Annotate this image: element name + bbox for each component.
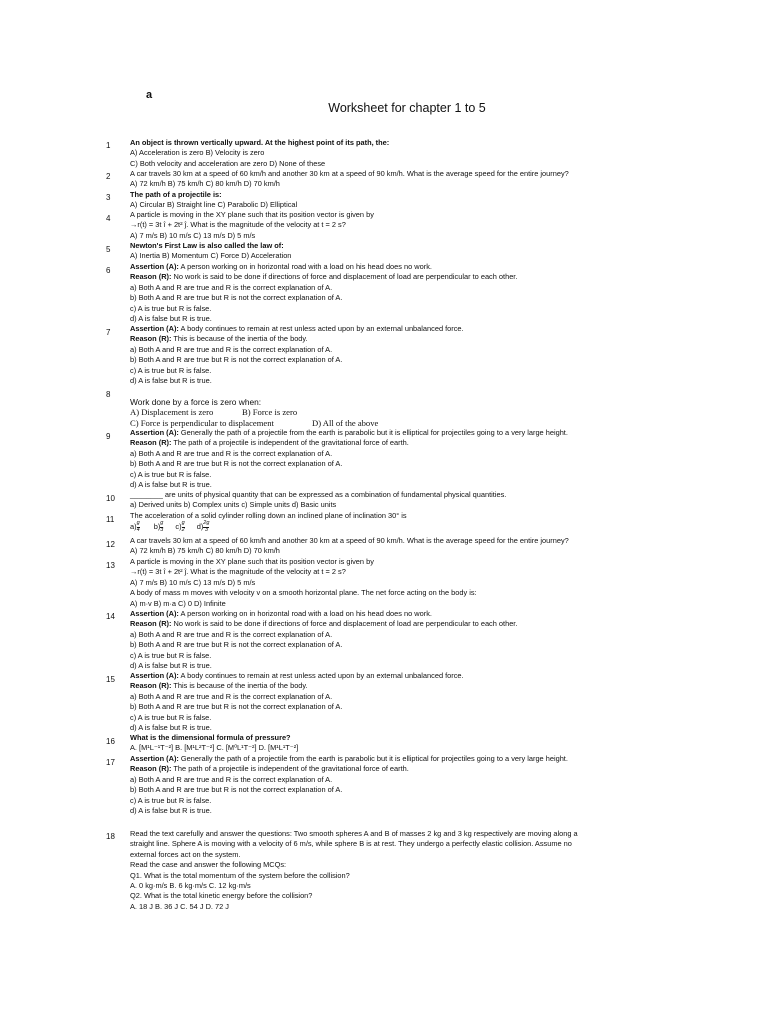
question-number: 2	[106, 172, 111, 181]
reason-text: The path of a projectile is independent of the gravitational force of earth.	[171, 764, 409, 774]
question-16	[130, 733, 670, 754]
options-line: A) Inertia B) Momentum C) Force D) Acceleration	[130, 251, 292, 261]
question-number: 12	[106, 540, 115, 549]
question-number: 15	[106, 675, 115, 684]
question-text: A car travels 30 km at a speed of 60 km/h and another 30 km at a speed of 90 km/h. What is the average speed for the entire journey?	[130, 536, 569, 545]
reason-label: Reason (R):	[130, 764, 172, 774]
assertion-text: A body continues to remain at rest unless acted upon by an external unbalanced force.	[178, 671, 464, 680]
question-number: 8	[106, 390, 111, 399]
question-9	[130, 428, 670, 490]
option-d: D) All of the above	[312, 417, 379, 428]
options-line: a) Derived units b) Complex units c) Simple units d) Basic units	[130, 500, 337, 510]
question-7	[130, 324, 670, 386]
option-c: c) A is true but R is false.	[130, 712, 212, 722]
option-c: c) A is true but R is false.	[130, 795, 212, 805]
option-c: c) A is true but R is false.	[130, 469, 212, 479]
assertion-label: Assertion (A):	[130, 671, 179, 680]
options-line: C) Both velocity and acceleration are zero D) None of these	[130, 158, 326, 168]
options-line: A) Circular B) Straight line C) Parabolic D) Elliptical	[130, 200, 298, 210]
question-text: A particle is moving in the XY plane such that its position vector is given by	[130, 210, 374, 219]
question-1	[130, 138, 670, 169]
assertion-text: A person working on in horizontal road with a load on his head does no work.	[178, 262, 432, 271]
option-a: a) Both A and R are true and R is the correct explanation of A.	[130, 629, 333, 639]
reason-text: No work is said to be done if directions of force and displacement of load are perpendicular to each other.	[171, 272, 518, 282]
options-line: A) 72 km/h B) 75 km/h C) 80 km/h D) 70 km/h	[130, 179, 280, 189]
assertion-label: Assertion (A):	[130, 754, 179, 763]
question-number: 10	[106, 494, 115, 503]
option-b: B) Force is zero	[242, 407, 298, 418]
option-b: b) Both A and R are true but R is not the correct explanation of A.	[130, 640, 343, 650]
option-a: a) Both A and R are true and R is the correct explanation of A.	[130, 774, 333, 784]
case-text: external forces act on the system.	[130, 849, 241, 859]
question-number: 1	[106, 141, 111, 150]
options-line: A. 0 kg·m/s B. 6 kg·m/s C. 12 kg·m/s	[130, 880, 251, 890]
question-3	[130, 190, 670, 211]
option-d: d) $\frac{2g}{3}$	[196, 520, 210, 533]
question-2	[130, 169, 670, 190]
option-d: d) A is false but R is true.	[130, 479, 212, 489]
option-b: b) Both A and R are true but R is not the correct explanation of A.	[130, 355, 343, 365]
reason-label: Reason (R):	[130, 272, 172, 282]
question-text: The path of a projectile is:	[130, 190, 222, 199]
assertion-label: Assertion (A):	[130, 262, 179, 271]
question-5	[130, 241, 670, 262]
question-text: Newton's First Law is also called the law of:	[130, 241, 284, 250]
question-text: A car travels 30 km at a speed of 60 km/h and another 30 km at a speed of 90 km/h. What is the average speed for the entire journey?	[130, 169, 569, 178]
question-text: The acceleration of a solid cylinder rolling down an inclined plane of inclination 30° is	[130, 511, 407, 520]
assertion-label: Assertion (A):	[130, 609, 179, 618]
option-a: a) Both A and R are true and R is the correct explanation of A.	[130, 691, 333, 701]
option-d: d) A is false but R is true.	[130, 805, 212, 815]
assertion-label: Assertion (A):	[130, 428, 179, 437]
option-c: c) $\frac{g}{2}$	[175, 520, 185, 533]
question-number: 9	[106, 432, 111, 441]
option-d: d) A is false but R is true.	[130, 313, 212, 323]
fraction-options	[130, 521, 670, 535]
case-text: straight line. Sphere A is moving with a velocity of 6 m/s, while sphere B is at rest. They undergo a perfectly elastic collision. Assume no	[130, 839, 572, 849]
question-number: 14	[106, 612, 115, 621]
assertion-text: Generally the path of a projectile from the earth is parabolic but it is elliptical for projectiles going to a very large height.	[178, 428, 568, 437]
question-number: 5	[106, 245, 111, 254]
question-number: 3	[106, 193, 111, 202]
option-b: b) Both A and R are true but R is not the correct explanation of A.	[130, 459, 343, 469]
option-b: b) $\frac{g}{3}$	[153, 520, 164, 533]
option-a: a) Both A and R are true and R is the correct explanation of A.	[130, 344, 333, 354]
formula-line: →r(t) = 3t î + 2t² ĵ. What is the magnitude of the velocity at t = 2 s?	[130, 567, 346, 577]
question-15	[130, 671, 670, 733]
reason-label: Reason (R):	[130, 334, 172, 344]
question-text: ________ are units of physical quantity that can be expressed as a combination of fundamental physical quantities.	[130, 490, 507, 499]
question-text: A particle is moving in the XY plane such that its position vector is given by	[130, 557, 374, 566]
reason-text: No work is said to be done if directions of force and displacement of load are perpendicular to each other.	[171, 619, 518, 629]
option-b: b) Both A and R are true but R is not the correct explanation of A.	[130, 293, 343, 303]
question-text: Work done by a force is zero when:	[130, 397, 262, 407]
case-instruction: Read the case and answer the following MCQs:	[130, 860, 287, 870]
option-c: c) A is true but R is false.	[130, 303, 212, 313]
options-line: A. [M¹L⁻¹T⁻²] B. [M¹L²T⁻²] C. [M⁰L¹T⁻²] D. [M¹L¹T⁻²]	[130, 743, 299, 753]
assertion-text: A body continues to remain at rest unless acted upon by an external unbalanced force.	[178, 324, 464, 333]
question-number: 6	[106, 266, 111, 275]
question-4	[130, 210, 670, 241]
question-number: 11	[106, 515, 115, 524]
reason-label: Reason (R):	[130, 681, 172, 691]
question-11	[130, 511, 670, 535]
sub-question: Q2. What is the total kinetic energy before the collision?	[130, 891, 313, 901]
question-text: An object is thrown vertically upward. At the highest point of its path, the:	[130, 138, 390, 147]
option-c: c) A is true but R is false.	[130, 650, 212, 660]
option-a: a) $\frac{g}{4}$	[130, 520, 140, 533]
sub-question: Q1. What is the total momentum of the system before the collision?	[130, 870, 350, 880]
option-b: b) Both A and R are true but R is not the correct explanation of A.	[130, 785, 343, 795]
question-text: A body of mass m moves with velocity v on a smooth horizontal plane. The net force acting on the body is:	[130, 588, 477, 598]
formula-line: →r(t) = 3t î + 2t² ĵ. What is the magnitude of the velocity at t = 2 s?	[130, 220, 346, 230]
options-line: A) 7 m/s B) 10 m/s C) 13 m/s D) 5 m/s	[130, 577, 256, 587]
question-number: 7	[106, 328, 111, 337]
option-d: d) A is false but R is true.	[130, 375, 212, 385]
question-number: 18	[106, 832, 115, 841]
option-d: d) A is false but R is true.	[130, 660, 212, 670]
question-text: What is the dimensional formula of pressure?	[130, 733, 291, 742]
option-a: a) Both A and R are true and R is the correct explanation of A.	[130, 282, 333, 292]
option-a: a) Both A and R are true and R is the correct explanation of A.	[130, 448, 333, 458]
reason-text: This is because of the inertia of the body.	[171, 681, 308, 691]
question-18	[130, 829, 670, 912]
reason-text: The path of a projectile is independent of the gravitational force of earth.	[171, 438, 409, 448]
assertion-text: A person working on in horizontal road with a load on his head does no work.	[178, 609, 432, 618]
case-text: Read the text carefully and answer the questions: Two smooth spheres A and B of masses 2 kg and 3 kg respectively are moving along a	[130, 829, 578, 838]
options-line: A. 18 J B. 36 J C. 54 J D. 72 J	[130, 901, 229, 911]
options-line: A) Acceleration is zero B) Velocity is zero	[130, 148, 265, 158]
reason-label: Reason (R):	[130, 619, 172, 629]
question-number: 4	[106, 214, 111, 223]
question-12	[130, 536, 670, 557]
question-17	[130, 754, 670, 816]
option-d: d) A is false but R is true.	[130, 722, 212, 732]
option-c: C) Force is perpendicular to displacement	[130, 417, 274, 428]
question-number: 17	[106, 758, 115, 767]
options-line: A) 7 m/s B) 10 m/s C) 13 m/s D) 5 m/s	[130, 230, 256, 240]
options-line: A) m·v B) m·a C) 0 D) Infinite	[130, 598, 226, 608]
question-10	[130, 490, 670, 511]
question-14	[130, 609, 670, 671]
assertion-text: Generally the path of a projectile from the earth is parabolic but it is elliptical for projectiles going to a very large height.	[178, 754, 568, 763]
reason-label: Reason (R):	[130, 438, 172, 448]
option-a: A) Displacement is zero	[130, 407, 214, 418]
reason-text: This is because of the inertia of the body.	[171, 334, 308, 344]
question-6	[130, 262, 670, 324]
question-number: 16	[106, 737, 115, 746]
assertion-label: Assertion (A):	[130, 324, 179, 333]
question-13	[130, 557, 670, 609]
question-number: 13	[106, 561, 115, 570]
option-c: c) A is true but R is false.	[130, 365, 212, 375]
page-mark: a	[146, 89, 153, 101]
option-b: b) Both A and R are true but R is not the correct explanation of A.	[130, 702, 343, 712]
page-title: Worksheet for chapter 1 to 5	[328, 101, 486, 115]
question-8	[130, 397, 670, 428]
options-line: A) 72 km/h B) 75 km/h C) 80 km/h D) 70 km/h	[130, 546, 280, 556]
